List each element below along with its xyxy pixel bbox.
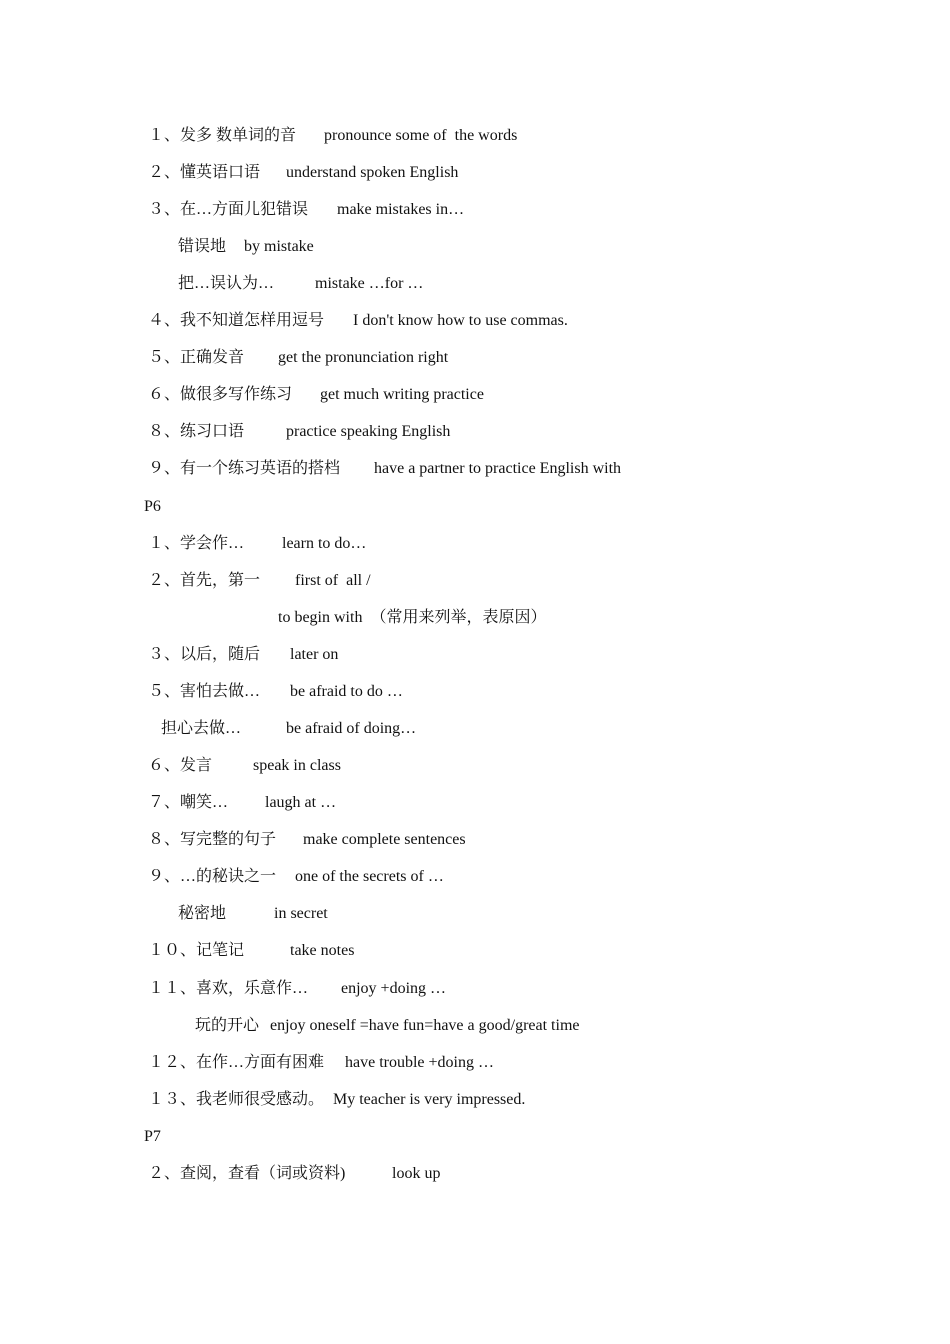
chinese-phrase: ８、练习口语: [148, 423, 245, 440]
chinese-phrase: 错误地: [178, 238, 227, 255]
english-phrase: understand spoken English: [286, 164, 459, 181]
chinese-phrase: ３、以后，随后: [148, 646, 261, 663]
chinese-phrase: １０、记笔记: [148, 942, 245, 959]
english-phrase: pronounce some of the words: [324, 127, 518, 144]
english-phrase: speak in class: [253, 757, 341, 774]
chinese-phrase: ６、发言: [148, 757, 213, 774]
english-phrase: in secret: [274, 905, 328, 922]
english-phrase: to begin with （常用来列举，表原因）: [278, 609, 547, 626]
section-label: P6: [144, 498, 161, 515]
chinese-phrase: ４、我不知道怎样用逗号: [148, 312, 325, 329]
english-phrase: mistake …for …: [315, 275, 424, 292]
english-phrase: make complete sentences: [303, 831, 466, 848]
english-phrase: I don't know how to use commas.: [353, 312, 568, 329]
english-phrase: have trouble +doing …: [345, 1054, 494, 1071]
chinese-phrase: ２、首先，第一: [148, 572, 261, 589]
chinese-phrase: 玩的开心: [195, 1017, 260, 1034]
english-phrase: learn to do…: [282, 535, 367, 552]
chinese-phrase: ９、有一个练习英语的搭档: [148, 460, 341, 477]
english-phrase: look up: [392, 1165, 441, 1182]
english-phrase: take notes: [290, 942, 355, 959]
chinese-phrase: ３、在…方面儿犯错误: [148, 201, 309, 218]
chinese-phrase: １、学会作…: [148, 535, 245, 552]
chinese-phrase: ５、正确发音: [148, 349, 245, 366]
english-phrase: have a partner to practice English with: [374, 460, 622, 477]
chinese-phrase: ２、懂英语口语: [148, 164, 261, 181]
english-phrase: get much writing practice: [320, 386, 484, 403]
chinese-phrase: ７、嘲笑…: [148, 794, 229, 811]
english-phrase: be afraid to do …: [290, 683, 403, 700]
english-phrase: enjoy +doing …: [341, 980, 447, 997]
chinese-phrase: 担心去做…: [161, 720, 242, 737]
english-phrase: laugh at …: [265, 794, 337, 811]
english-phrase: make mistakes in…: [337, 201, 465, 218]
english-phrase: practice speaking English: [286, 423, 451, 440]
chinese-phrase: １３、我老师很受感动。: [148, 1091, 325, 1108]
english-phrase: My teacher is very impressed.: [333, 1091, 526, 1108]
chinese-phrase: ８、写完整的句子: [148, 831, 277, 848]
chinese-phrase: １２、在作…方面有困难: [148, 1054, 325, 1071]
chinese-phrase: 秘密地: [178, 905, 227, 922]
english-phrase: first of all /: [295, 572, 371, 589]
english-phrase: by mistake: [244, 238, 314, 255]
chinese-phrase: ６、做很多写作练习: [148, 386, 293, 403]
chinese-phrase: １１、喜欢，乐意作…: [148, 980, 309, 997]
section-label: P7: [144, 1128, 161, 1145]
chinese-phrase: ５、害怕去做…: [148, 683, 261, 700]
english-phrase: be afraid of doing…: [286, 720, 417, 737]
english-phrase: enjoy oneself =have fun=have a good/great time: [270, 1017, 580, 1034]
chinese-phrase: ２、查阅，查看（词或资料): [148, 1165, 346, 1182]
english-phrase: later on: [290, 646, 339, 663]
chinese-phrase: 把…误认为…: [178, 275, 275, 292]
chinese-phrase: ９、…的秘诀之一: [148, 868, 277, 885]
english-phrase: get the pronunciation right: [278, 349, 449, 366]
english-phrase: one of the secrets of …: [295, 868, 444, 885]
chinese-phrase: １、发多 数单词的音: [148, 127, 297, 144]
